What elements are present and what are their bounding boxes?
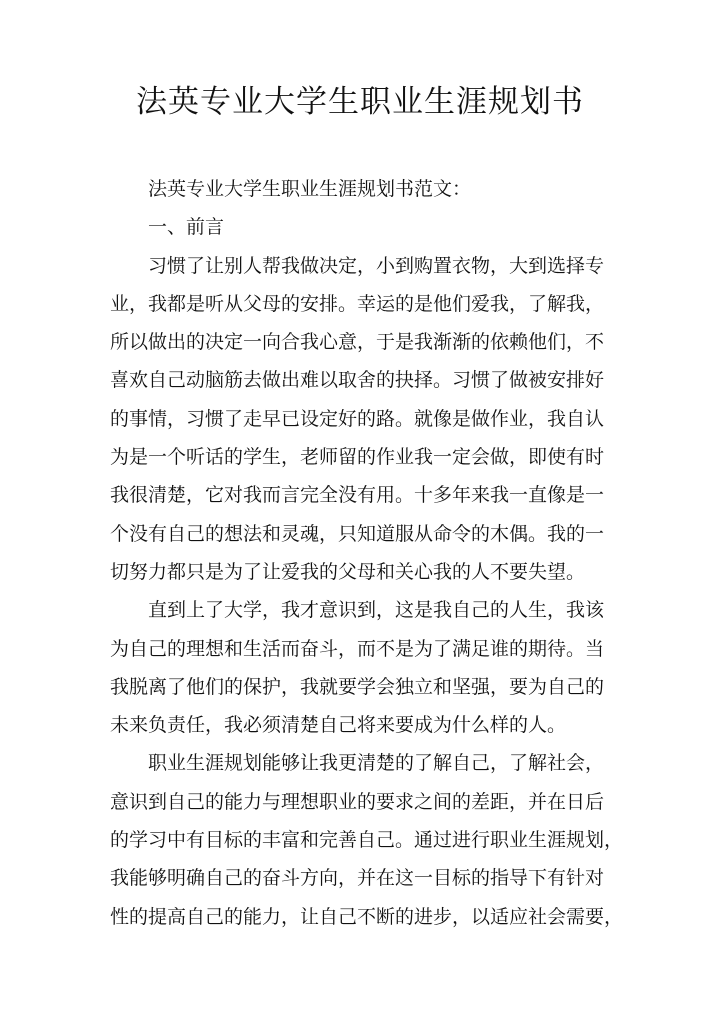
paragraph-line: 业，我都是听从父母的安排。幸运的是他们爱我，了解我， xyxy=(110,292,605,315)
document-subtitle: 法英专业大学生职业生涯规划书范文： xyxy=(148,178,472,200)
section-heading: 一、前言 xyxy=(148,216,225,239)
paragraph-line: 个没有自己的想法和灵魂，只知道服从命令的木偶。我的一 xyxy=(110,522,605,545)
paragraph-2 xyxy=(110,591,610,744)
paragraph-line: 性的提高自己的能力，让自己不断的进步，以适应社会需要， xyxy=(110,905,624,928)
paragraph-line: 所以做出的决定一向合我心意，于是我渐渐的依赖他们，不 xyxy=(110,331,605,354)
document-title: 法英专业大学生职业生涯规划书 xyxy=(136,84,584,120)
paragraph-line: 我很清楚，它对我而言完全没有用。十多年来我一直像是一 xyxy=(110,484,605,507)
paragraph-3 xyxy=(110,744,624,935)
paragraph-line: 为自己的理想和生活而奋斗，而不是为了满足谁的期待。当 xyxy=(110,637,605,660)
paragraph-line: 职业生涯规划能够让我更清楚的了解自己，了解社会， xyxy=(148,752,605,775)
paragraph-line: 为是一个听话的学生，老师留的作业我一定会做，即使有时 xyxy=(110,446,605,469)
document-body xyxy=(110,170,624,936)
paragraph-line: 我能够明确自己的奋斗方向，并在这一目标的指导下有针对 xyxy=(110,867,605,890)
paragraph-line: 切努力都只是为了让爱我的父母和关心我的人不要失望。 xyxy=(110,560,586,583)
paragraph-line: 的事情，习惯了走早已设定好的路。就像是做作业，我自认 xyxy=(110,407,605,430)
paragraph-line: 习惯了让别人帮我做决定，小到购置衣物，大到选择专 xyxy=(148,254,605,277)
paragraph-line: 喜欢自己动脑筋去做出难以取舍的抉择。习惯了做被安排好 xyxy=(110,369,605,392)
paragraph-1 xyxy=(110,247,610,592)
paragraph-line: 直到上了大学，我才意识到，这是我自己的人生，我该 xyxy=(148,599,605,622)
paragraph-line: 意识到自己的能力与理想职业的要求之间的差距，并在日后 xyxy=(110,790,605,813)
paragraph-line: 我脱离了他们的保护，我就要学会独立和坚强，要为自己的 xyxy=(110,675,605,698)
paragraph-line: 未来负责任，我必须清楚自己将来要成为什么样的人。 xyxy=(110,714,567,737)
paragraph-line: 的学习中有目标的丰富和完善自己。通过进行职业生涯规划， xyxy=(110,829,624,852)
